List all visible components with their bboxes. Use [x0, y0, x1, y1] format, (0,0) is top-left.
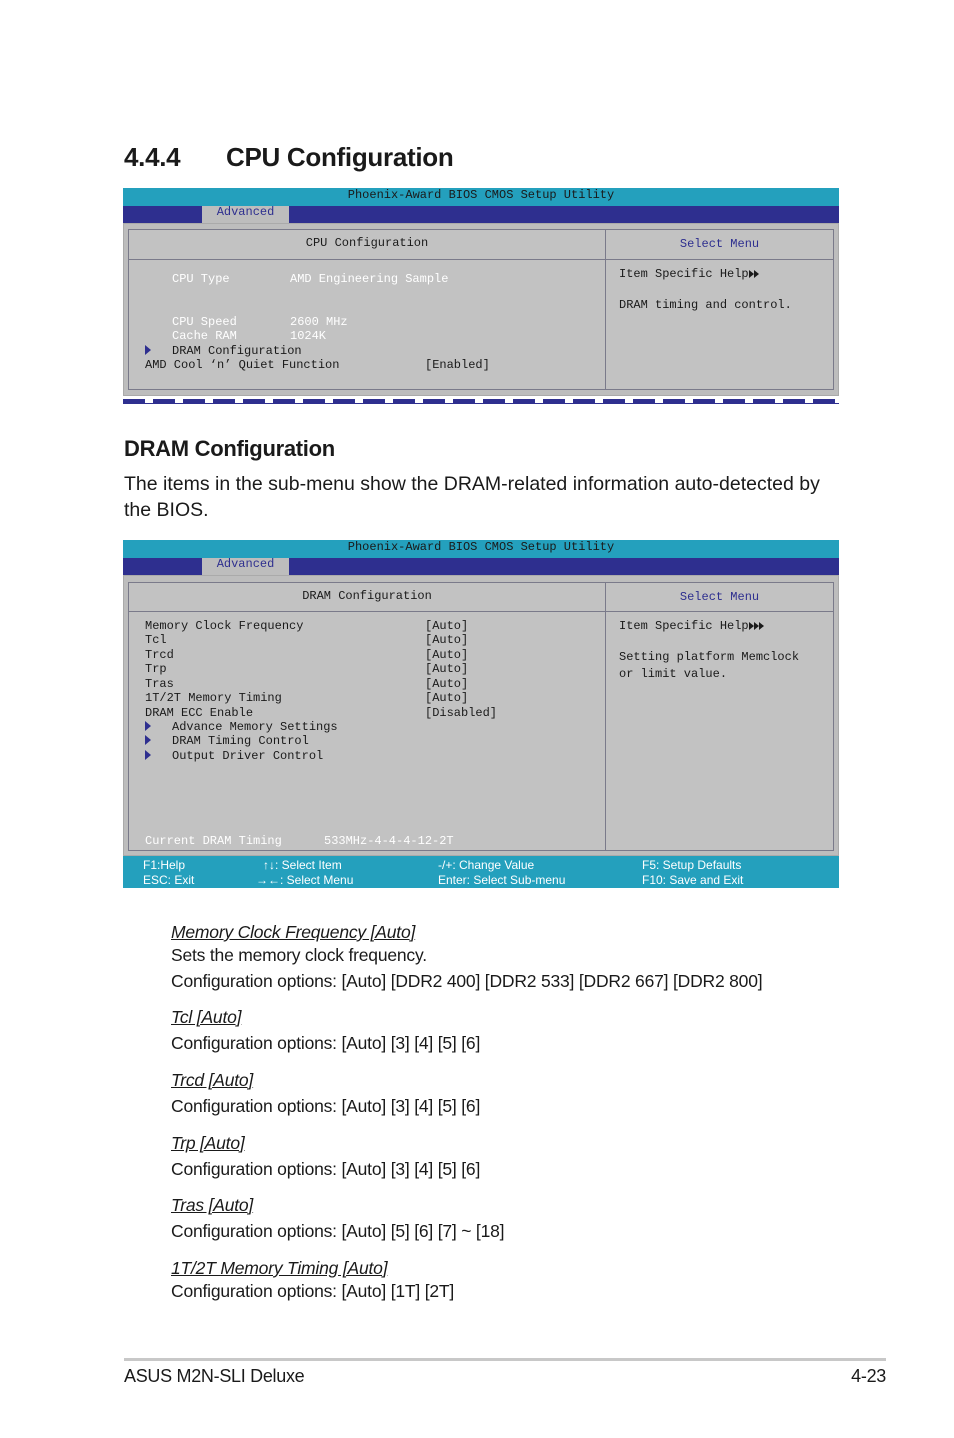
option-text: Configuration options: [Auto] [1T] [2T]	[171, 1281, 455, 1301]
setting-trp[interactable]: Trp	[145, 662, 167, 676]
setting-1t2t-memory-timing[interactable]: 1T/2T Memory Timing	[145, 691, 282, 705]
submenu-dram-timing-control[interactable]: DRAM Timing Control	[172, 734, 309, 748]
submenu-advance-memory-settings[interactable]: Advance Memory Settings	[172, 720, 338, 734]
cool-n-quiet-value[interactable]: [Enabled]	[425, 358, 490, 372]
key-select-item: ↑↓: Select Item	[263, 858, 342, 872]
setting-tcl[interactable]: Tcl	[145, 633, 167, 647]
help-title: Item Specific Help	[619, 266, 759, 283]
key-f10-save-exit: F10: Save and Exit	[642, 873, 744, 887]
bios-screen-dram-configuration	[123, 540, 839, 856]
submenu-arrow-icon	[145, 735, 151, 745]
setting-tras[interactable]: Tras	[145, 677, 174, 691]
option-text: Configuration options: [Auto] [3] [4] [5] [6]	[171, 1159, 481, 1179]
value-tcl[interactable]: [Auto]	[425, 633, 469, 647]
option-text: Configuration options: [Auto] [DDR2 400] [DDR2 533] [DDR2 667] [DDR2 800]	[171, 971, 763, 991]
option-title-tcl: Tcl [Auto]	[171, 1007, 242, 1027]
tab-advanced[interactable]: Advanced	[202, 558, 289, 575]
key-f5-defaults: F5: Setup Defaults	[642, 858, 742, 872]
bios-tab-bar	[123, 206, 839, 223]
value-trp[interactable]: [Auto]	[425, 662, 469, 676]
bios-screen-cpu-configuration	[123, 188, 839, 396]
subsection-heading: DRAM Configuration	[124, 436, 335, 461]
option-title-trp: Trp [Auto]	[171, 1133, 245, 1153]
current-dram-timing-label: Current DRAM Timing	[145, 834, 282, 848]
bios-title-bar: Phoenix-Award BIOS CMOS Setup Utility	[123, 540, 839, 558]
cache-ram-value: 1024K	[290, 329, 327, 343]
bios-body	[123, 575, 839, 856]
submenu-output-driver-control[interactable]: Output Driver Control	[172, 749, 324, 763]
setting-memory-clock-frequency[interactable]: Memory Clock Frequency	[145, 619, 304, 633]
help-title: Item Specific Help	[619, 618, 764, 635]
bios-tab-bar	[123, 558, 839, 575]
help-text: DRAM timing and control.	[619, 298, 792, 312]
bios-panel	[128, 229, 834, 390]
cache-ram-label: Cache RAM	[172, 329, 237, 343]
section-number: 4.4.4	[124, 142, 181, 172]
section-title: CPU Configuration	[226, 142, 454, 172]
footer-page-number: 4-23	[851, 1366, 886, 1386]
option-title-memory-clock-frequency: Memory Clock Frequency [Auto]	[171, 922, 416, 942]
cpu-speed-label: CPU Speed	[172, 315, 237, 329]
submenu-arrow-icon	[145, 721, 151, 731]
subsection-paragraph: The items in the sub-menu show the DRAM-related information auto-detected by the BIOS.	[124, 473, 820, 521]
key-esc-exit: ESC: Exit	[143, 873, 195, 887]
current-dram-timing-value: 533MHz-4-4-4-12-2T	[324, 834, 454, 848]
setting-dram-ecc-enable[interactable]: DRAM ECC Enable	[145, 706, 254, 720]
right-panel-header: Select Menu	[679, 590, 760, 604]
option-text: Configuration options: [Auto] [5] [6] [7] ~ [18]	[171, 1221, 505, 1241]
submenu-dram-configuration[interactable]: DRAM Configuration	[172, 344, 302, 358]
option-title-tras: Tras [Auto]	[171, 1195, 254, 1215]
option-text: Configuration options: [Auto] [3] [4] [5] [6]	[171, 1033, 481, 1053]
help-text-line-2: or limit value.	[619, 667, 728, 681]
section-heading	[124, 142, 453, 173]
setting-trcd[interactable]: Trcd	[145, 648, 174, 662]
bios-bottom-line	[123, 403, 839, 404]
cpu-type-value: AMD Engineering Sample	[290, 272, 449, 286]
left-panel-header: DRAM Configuration	[302, 589, 432, 603]
option-title-trcd: Trcd [Auto]	[171, 1070, 254, 1090]
cpu-type-label: CPU Type	[172, 272, 230, 286]
left-panel-header: CPU Configuration	[305, 236, 429, 250]
help-text-line-1: Setting platform Memclock	[619, 650, 800, 664]
value-dram-ecc-enable[interactable]: [Disabled]	[425, 706, 498, 720]
tab-advanced[interactable]: Advanced	[202, 206, 289, 223]
bios-title-bar: Phoenix-Award BIOS CMOS Setup Utility	[123, 188, 839, 206]
value-tras[interactable]: [Auto]	[425, 677, 469, 691]
chevron-right-icon	[759, 622, 764, 630]
option-title-1t2t-memory-timing: 1T/2T Memory Timing [Auto]	[171, 1258, 388, 1278]
submenu-arrow-icon	[145, 750, 151, 760]
footer-rule	[124, 1358, 886, 1361]
option-text: Configuration options: [Auto] [3] [4] [5] [6]	[171, 1096, 481, 1116]
chevron-right-icon	[754, 270, 759, 278]
cool-n-quiet-label[interactable]: AMD Cool ‘n’ Quiet Function	[145, 358, 340, 372]
bios-panel	[128, 582, 834, 851]
value-memory-clock-frequency[interactable]: [Auto]	[425, 619, 469, 633]
submenu-arrow-icon	[145, 345, 151, 355]
cpu-speed-value: 2600 MHz	[290, 315, 348, 329]
value-1t2t-memory-timing[interactable]: [Auto]	[425, 691, 469, 705]
right-panel-header: Select Menu	[679, 237, 760, 251]
key-change-value: -/+: Change Value	[438, 858, 535, 872]
option-text: Sets the memory clock frequency.	[171, 945, 427, 965]
footer-product-name: ASUS M2N-SLI Deluxe	[124, 1366, 305, 1386]
key-enter-submenu: Enter: Select Sub-menu	[438, 873, 566, 887]
bios-key-legend	[123, 856, 839, 888]
key-select-menu: →←: Select Menu	[256, 873, 354, 887]
value-trcd[interactable]: [Auto]	[425, 648, 469, 662]
bios-body	[123, 223, 839, 396]
key-f1-help: F1:Help	[143, 858, 186, 872]
